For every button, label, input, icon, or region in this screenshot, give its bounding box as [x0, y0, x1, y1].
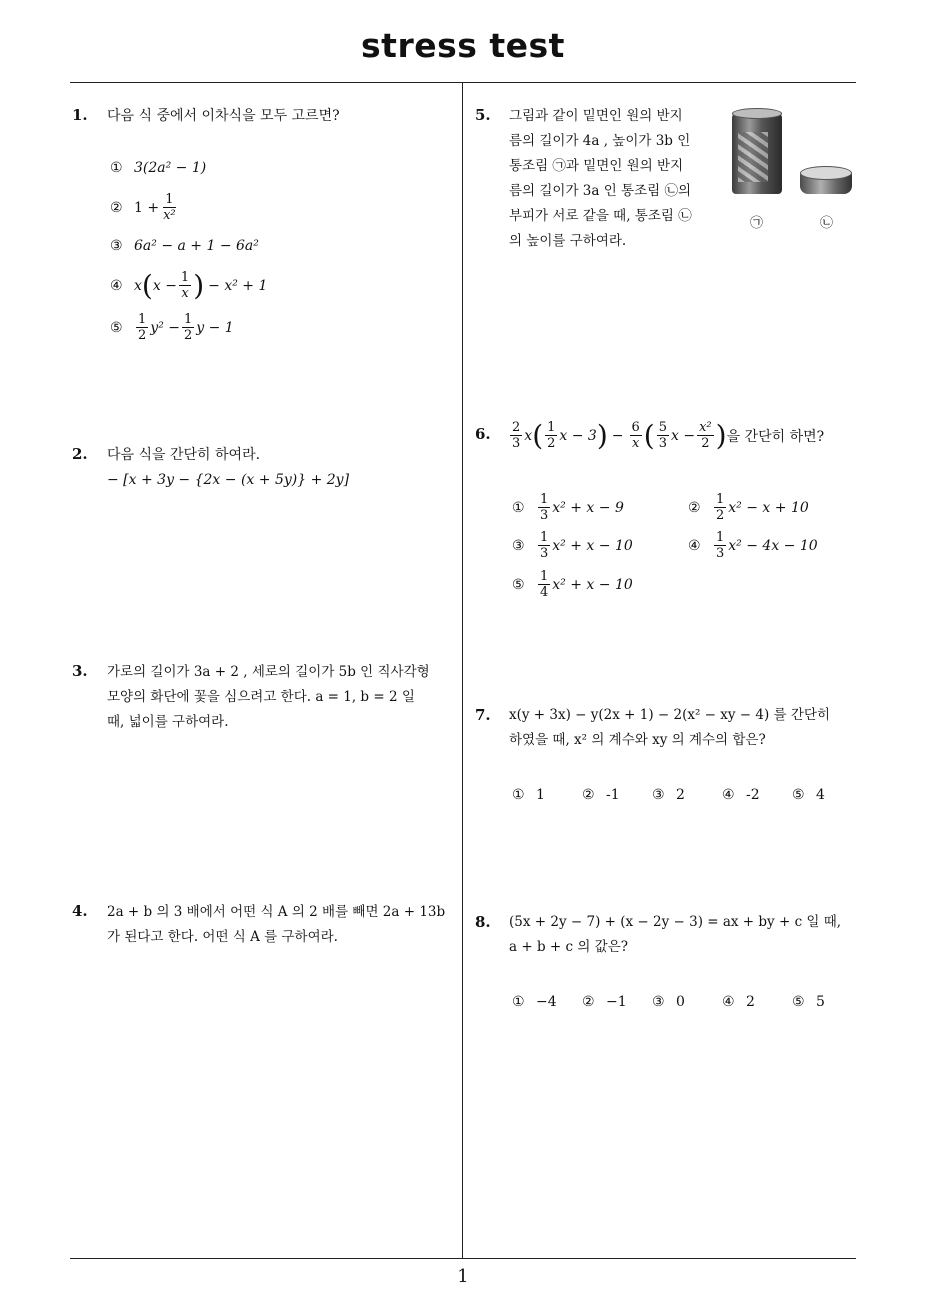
question-line: 2a + b 의 3 배에서 어떤 식 A 의 2 배를 빼면 2a + 13b	[107, 904, 446, 920]
option-3[interactable]: ③ 2	[652, 787, 685, 803]
option-mark: ④	[688, 537, 701, 554]
header-rule	[70, 82, 856, 83]
option-expr: x² + x − 10	[552, 537, 633, 554]
option-expr: 3(2a² − 1)	[134, 160, 207, 176]
option-3[interactable]	[512, 530, 633, 561]
option-2[interactable]: ② -1	[582, 787, 620, 803]
option-5[interactable]: ⑤ 5	[792, 994, 825, 1010]
option-mark: ④	[110, 277, 123, 294]
option-mark: ①	[512, 499, 525, 516]
option-5[interactable]	[512, 569, 633, 600]
footer-rule	[70, 1258, 856, 1259]
question-line: 부피가 서로 같을 때, 통조림 ㉡	[509, 208, 692, 224]
question-text: 다음 식 중에서 이차식을 모두 고르면?	[107, 108, 340, 124]
right-paren: )	[193, 268, 205, 302]
question-text: 을 간단히 하면?	[726, 428, 825, 445]
fraction: $\frac{1}{2}$	[547, 420, 556, 451]
question-line: 때, 넓이를 구하여라.	[107, 714, 229, 730]
option-expr: x² + x − 10	[552, 576, 633, 593]
option-mark: ①	[110, 160, 123, 176]
option-2[interactable]	[688, 492, 809, 523]
option-mark: ②	[688, 499, 701, 516]
option-5[interactable]: ⑤ 4	[792, 787, 825, 803]
question-expression: − [x + 3y − {2x − (x + 5y)} + 2y]	[107, 472, 350, 488]
fraction-denominator: x²	[163, 208, 176, 223]
question-number: 2.	[72, 445, 88, 463]
option-post: − x² + 1	[208, 277, 268, 294]
fraction-denominator: 2	[138, 328, 147, 343]
column-divider	[462, 83, 463, 1259]
option-mark: ②	[110, 199, 123, 216]
question-number: 8.	[475, 913, 491, 931]
option-pre: x	[134, 277, 142, 294]
question-text: 다음 식을 간단히 하여라.	[107, 447, 261, 463]
question-line: 모양의 화단에 꽃을 심으려고 한다. a = 1, b = 2 일	[107, 689, 415, 705]
option-expr: x² − 4x − 10	[728, 537, 818, 554]
option-1[interactable]: ① −4	[512, 994, 557, 1010]
option-2[interactable]	[110, 192, 180, 223]
option-mark: ③	[110, 238, 123, 254]
option-1[interactable]: ① 1	[512, 787, 545, 803]
page-title: stress test	[361, 26, 565, 65]
option-post: y − 1	[196, 319, 234, 336]
question-line: 름의 길이가 3a 인 통조림 ㉡의	[509, 183, 692, 199]
tall-can-image	[732, 112, 782, 194]
question-line: a + b + c 의 값은?	[509, 939, 628, 955]
question-line: 그림과 같이 밑면인 원의 반지	[509, 108, 683, 124]
fraction	[179, 270, 191, 301]
option-expr: x² − x + 10	[728, 499, 809, 516]
question-number: 4.	[72, 902, 88, 920]
option-4[interactable]	[688, 530, 818, 561]
option-mid: y² −	[150, 319, 180, 336]
fraction	[136, 312, 148, 343]
question-number: 1.	[72, 106, 88, 124]
option-1[interactable]	[110, 160, 206, 176]
option-mark: ③	[512, 537, 525, 554]
question-line: 의 높이를 구하여라.	[509, 233, 627, 249]
left-paren: (	[141, 268, 153, 302]
question-6-expression: $\frac{2}{3}$ x ( $\frac{1}{2}$ x − 3 ) − $\frac{6}{x}$ ( $\frac{5}{3}$ x − $\frac{\text{x²}}{2}$ ) 을 간단히 하면?	[512, 418, 825, 452]
fraction-denominator: 2	[183, 328, 193, 343]
fraction: $\frac{6}{x}$	[631, 420, 640, 451]
page-number: 1	[457, 1266, 469, 1287]
option-3[interactable]: ③ 0	[652, 994, 685, 1010]
fraction: $\frac{1}{4}$	[540, 569, 549, 600]
option-inner: x −	[152, 277, 177, 294]
question-line: (5x + 2y − 7) + (x − 2y − 3) = ax + by + c 일 때,	[509, 914, 842, 930]
question-line: 하였을 때, x² 의 계수와 xy 의 계수의 합은?	[509, 732, 766, 748]
option-1[interactable]	[512, 492, 624, 523]
question-line: 가로의 길이가 3a + 2 , 세로의 길이가 5b 인 직사각형	[107, 664, 430, 680]
image-label: ㉡	[820, 216, 834, 231]
fraction: $\frac{1}{2}$	[716, 492, 725, 523]
question-number: 5.	[475, 106, 491, 124]
option-mark: ⑤	[512, 576, 525, 593]
question-number: 3.	[72, 662, 88, 680]
fraction: $\frac{2}{3}$	[512, 420, 521, 451]
short-can-image	[800, 172, 852, 194]
fraction	[182, 312, 194, 343]
option-2[interactable]: ② −1	[582, 994, 627, 1010]
question-line: 가 된다고 한다. 어떤 식 A 를 구하여라.	[107, 929, 338, 945]
option-4[interactable]: ④ 2	[722, 994, 755, 1010]
question-line: 름의 길이가 4a , 높이가 3b 인	[509, 133, 691, 149]
question-number: 7.	[475, 706, 491, 724]
option-pre: 1 +	[134, 199, 160, 216]
question-line: x(y + 3x) − y(2x + 1) − 2(x² − xy − 4) 를 간단히	[509, 707, 831, 723]
option-expr: x² + x − 9	[552, 499, 624, 516]
fraction: $\frac{1}{3}$	[540, 530, 549, 561]
option-4[interactable]	[110, 270, 267, 301]
question-number: 6.	[475, 425, 491, 443]
fraction-numerator: 1	[183, 312, 193, 327]
fraction-numerator: 1	[138, 312, 147, 327]
fraction: $\frac{\text{x²}}{2}$	[699, 420, 712, 451]
fraction-numerator: 1	[165, 192, 174, 207]
option-mark: ⑤	[110, 319, 123, 336]
fraction: $\frac{1}{3}$	[716, 530, 725, 561]
question-line: 통조림 ㉠과 밑면인 원의 반지	[509, 158, 684, 174]
fraction-numerator: 1	[180, 270, 190, 285]
fraction-denominator: x	[181, 286, 189, 301]
fraction: $\frac{5}{3}$	[658, 420, 668, 451]
option-expr: 6a² − a + 1 − 6a²	[134, 238, 259, 254]
option-3[interactable]	[110, 238, 259, 254]
fraction: $\frac{1}{3}$	[540, 492, 549, 523]
option-4[interactable]: ④ -2	[722, 787, 760, 803]
option-5[interactable]	[110, 312, 234, 343]
image-label: ㉠	[750, 216, 764, 231]
fraction	[161, 192, 178, 223]
